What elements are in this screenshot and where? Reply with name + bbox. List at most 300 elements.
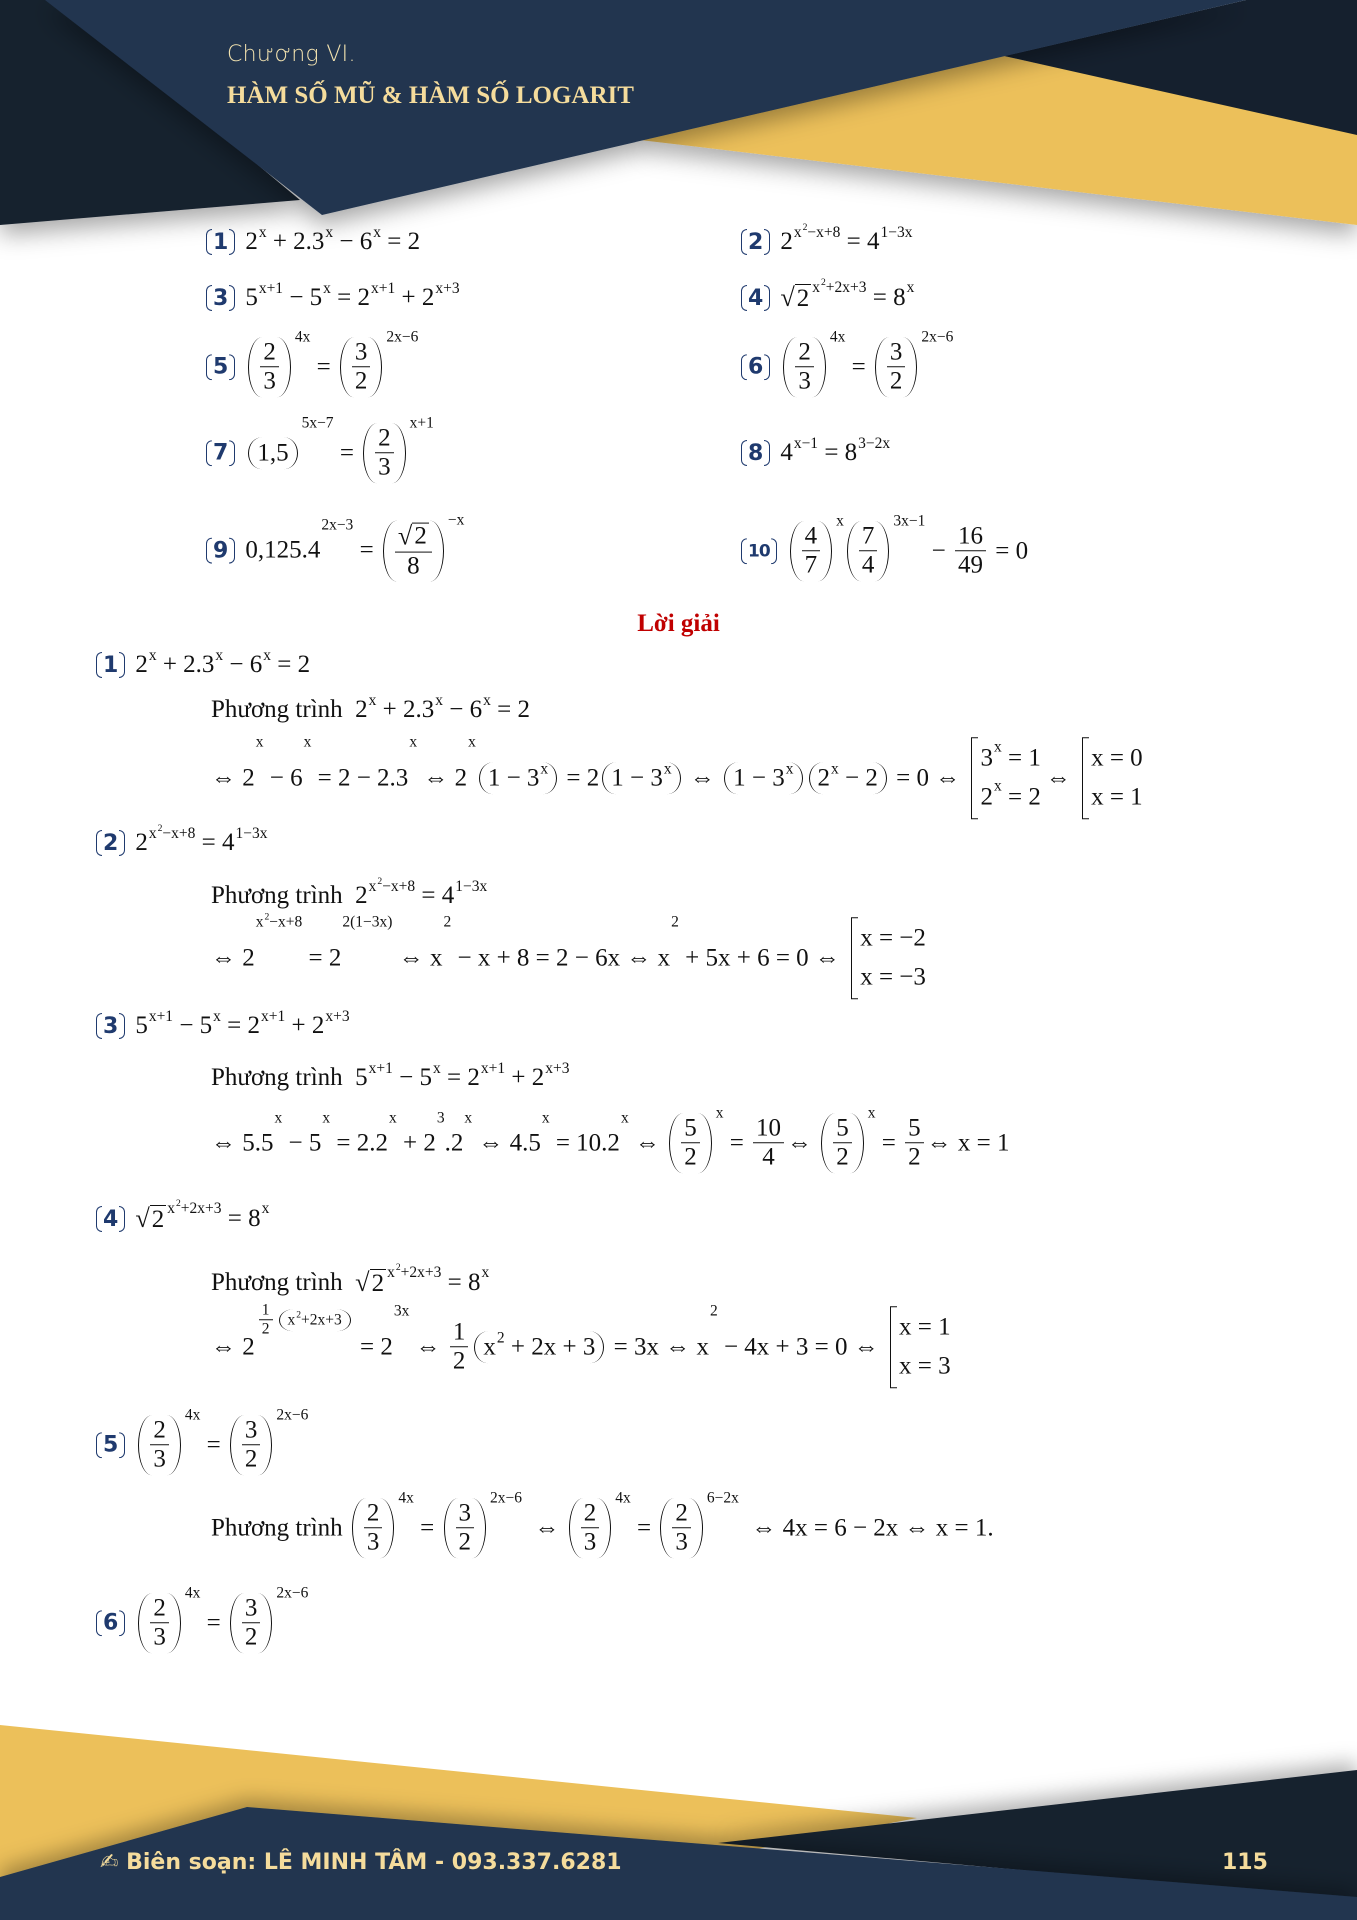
fraction <box>375 425 394 481</box>
math-expression <box>780 328 954 397</box>
paren-right <box>764 354 770 380</box>
math-text: 2 <box>296 1308 302 1320</box>
parenthesized-group <box>821 1113 864 1173</box>
math-text: + 2 <box>285 1012 325 1039</box>
math-text: = 3x ⇔ x <box>607 1333 709 1360</box>
problem-item <box>741 276 915 313</box>
parenthesized-group <box>847 521 890 581</box>
footer-decoration <box>0 1690 1357 1920</box>
superscript <box>369 692 377 710</box>
math-expression <box>245 280 460 312</box>
math-text: 2 <box>153 1416 166 1444</box>
math-text: x <box>435 692 443 710</box>
math-text: x = 1 <box>1091 783 1143 810</box>
math-text: 7 <box>804 551 818 579</box>
parenthesized-group <box>783 337 826 397</box>
math-text: 1 − 3 <box>487 764 540 791</box>
math-text: = 2 <box>330 284 371 311</box>
superscript <box>396 1262 401 1273</box>
superscript <box>481 1264 489 1282</box>
superscript <box>386 329 418 347</box>
math-text: +2x+3 <box>400 1264 442 1282</box>
math-text: x+1 <box>480 1060 506 1078</box>
math-text: 2 <box>151 1206 165 1233</box>
problem-item <box>206 224 421 256</box>
radicand <box>412 523 429 550</box>
superscript <box>542 1109 550 1127</box>
math-text: x <box>323 280 331 298</box>
problem-item <box>741 328 954 397</box>
superscript <box>275 1109 283 1127</box>
superscript <box>483 692 491 710</box>
fraction <box>259 1302 273 1338</box>
math-text: x+1 <box>368 1060 393 1078</box>
denominator <box>352 368 371 395</box>
numerator <box>581 1500 600 1528</box>
radicand <box>795 284 812 313</box>
solution-statement <box>96 1584 309 1653</box>
math-text: 5 <box>836 1114 849 1142</box>
superscript <box>185 1407 201 1425</box>
superscript <box>276 1585 308 1603</box>
denominator <box>955 552 986 579</box>
paren-left <box>206 285 212 311</box>
fraction <box>581 1500 600 1556</box>
superscript <box>256 733 264 751</box>
math-text: 2 <box>583 1499 597 1527</box>
number-text: 1 <box>213 229 229 255</box>
math-text: 4x <box>184 1406 201 1424</box>
superscript <box>261 1008 285 1026</box>
paren-left <box>96 830 102 856</box>
math-text: = 4 <box>195 829 235 856</box>
math-text: + 2 <box>505 1064 545 1091</box>
math-text: 2 <box>395 1261 401 1273</box>
math-text: 3 <box>458 1499 471 1527</box>
numerator <box>242 1417 261 1445</box>
math-text: 2 <box>709 1302 718 1320</box>
math-expression <box>211 875 488 910</box>
math-text: ⇔ 2 <box>211 1333 255 1360</box>
denominator <box>859 552 878 579</box>
math-expression <box>135 1584 309 1653</box>
fraction <box>681 1115 700 1171</box>
math-text: 1 − 3 <box>733 764 785 791</box>
math-text: − 5 <box>283 284 323 311</box>
superscript <box>671 913 679 931</box>
numerator <box>672 1500 691 1528</box>
parenthesized-group <box>340 337 383 397</box>
superscript <box>398 1490 414 1508</box>
math-text: x <box>387 1264 395 1282</box>
superscript <box>342 913 392 931</box>
math-text: Phương trình 2 <box>211 882 368 909</box>
number-text: 10 <box>748 541 770 561</box>
math-text: 3 <box>244 1416 258 1444</box>
superscript <box>880 224 912 242</box>
math-text: 2 <box>496 1329 505 1347</box>
solution-restatement <box>211 875 488 910</box>
fraction <box>456 1500 475 1556</box>
parenthesized-group <box>809 762 887 794</box>
problem-number <box>741 229 770 255</box>
math-text: 2 <box>802 221 808 233</box>
math-text: 1 <box>261 1301 270 1319</box>
denominator <box>905 1144 924 1171</box>
paren-left <box>741 538 747 564</box>
solution-statement <box>96 1008 350 1040</box>
math-text: − 6 <box>443 696 483 723</box>
superscript <box>716 1105 724 1123</box>
math-text: 2 <box>908 1143 921 1171</box>
superscript <box>148 822 196 843</box>
math-expression <box>245 328 419 397</box>
paren-right <box>229 354 235 380</box>
math-text: = 2.2 <box>330 1129 388 1156</box>
math-text: 4x <box>829 328 846 346</box>
fraction <box>955 523 986 579</box>
superscript <box>371 280 395 298</box>
math-text: = 8 <box>818 439 858 466</box>
superscript <box>304 733 312 751</box>
math-text: = 1 <box>1001 744 1041 772</box>
math-text: ⇔ 2 <box>417 764 468 791</box>
superscript <box>664 760 672 778</box>
paren-right <box>119 1013 125 1039</box>
math-text: x = 0 <box>1091 744 1143 772</box>
denominator <box>802 552 821 579</box>
paren-right <box>229 538 235 564</box>
math-text: 1 <box>452 1318 466 1346</box>
problem-number <box>741 440 770 466</box>
superscript <box>858 435 890 453</box>
math-text: 2 <box>798 338 811 366</box>
number-text: 3 <box>213 285 229 311</box>
math-text: = <box>845 353 872 380</box>
math-text: + 5x + 6 = 0 ⇔ <box>678 944 847 971</box>
solution-step <box>211 910 931 999</box>
math-text: 1,5 <box>257 439 289 466</box>
math-text: 1 − 3 <box>611 764 663 791</box>
math-text: x <box>785 760 794 778</box>
math-expression <box>211 1301 956 1388</box>
fraction <box>242 1595 261 1651</box>
square-root <box>355 1268 386 1298</box>
math-text: +2x+3 <box>825 279 867 297</box>
writing-hand-icon: ✍ <box>100 1850 119 1875</box>
superscript <box>302 415 334 433</box>
math-text: x = 3 <box>899 1352 951 1379</box>
math-text: 7 <box>861 522 875 550</box>
math-text: = 2 <box>271 651 311 678</box>
math-expression <box>780 435 891 467</box>
paren-left <box>206 229 212 255</box>
fraction <box>450 1319 469 1375</box>
math-text: = 8 <box>866 284 906 311</box>
math-text: x+1 <box>261 1008 286 1026</box>
paren-right <box>119 1610 125 1636</box>
numerator <box>395 523 432 553</box>
math-text: x <box>541 1109 550 1127</box>
solution-statement <box>96 822 268 857</box>
radical-sign: √ <box>355 1268 370 1297</box>
problem-number <box>741 354 770 380</box>
math-text: x = −2 <box>860 924 926 952</box>
math-text: 2 <box>820 276 826 288</box>
denominator <box>259 1321 273 1338</box>
math-expression <box>135 1008 350 1040</box>
fraction <box>859 523 878 579</box>
parenthesized-group <box>383 521 444 582</box>
chapter-title: HÀM SỐ MŨ & HÀM SỐ LOGARIT <box>227 82 634 109</box>
problem-number <box>96 652 125 678</box>
fraction <box>364 1500 383 1556</box>
math-text: +2x+3 <box>180 1200 222 1218</box>
superscript <box>433 1060 441 1078</box>
superscript <box>394 1302 410 1320</box>
math-text: 2 <box>153 1594 166 1622</box>
superscript <box>907 279 915 297</box>
solution-restatement <box>211 692 530 724</box>
math-text: x+1 <box>409 414 434 432</box>
bracket-row <box>860 919 926 958</box>
square-root <box>135 1204 166 1234</box>
numerator <box>150 1595 169 1623</box>
math-text: Phương trình 5 <box>211 1064 368 1091</box>
problem-item <box>206 280 460 312</box>
math-text: − 5 <box>173 1012 213 1039</box>
superscript <box>468 733 476 751</box>
math-text: 3 <box>366 1528 380 1556</box>
math-text: −x+8 <box>382 878 416 896</box>
superscript <box>455 878 487 896</box>
math-text: 3 <box>798 367 811 395</box>
math-text: 2x−6 <box>276 1406 309 1424</box>
superscript <box>262 1200 270 1218</box>
superscript <box>490 1490 522 1508</box>
math-text: x <box>258 224 267 242</box>
math-text: 2x−6 <box>921 328 954 346</box>
number-text: 7 <box>213 440 229 466</box>
number-text: 4 <box>103 1206 119 1232</box>
numerator <box>364 1500 383 1528</box>
math-text: 2 <box>377 875 383 887</box>
superscript <box>803 222 808 233</box>
math-text: x <box>993 777 1002 795</box>
numerator <box>859 523 878 551</box>
math-text: = 2 <box>353 1333 393 1360</box>
paren-right <box>229 285 235 311</box>
number-text: 8 <box>748 440 764 466</box>
math-text: x <box>373 224 382 242</box>
math-text: 2(1−3x) <box>342 913 393 931</box>
page-number: 115 <box>1222 1850 1268 1875</box>
fraction <box>242 1417 261 1473</box>
denominator <box>242 1446 261 1473</box>
parenthesized-group <box>248 337 291 397</box>
superscript <box>256 1302 354 1338</box>
superscript <box>265 911 270 922</box>
math-text: x <box>255 913 264 931</box>
math-text: = <box>200 1609 227 1636</box>
superscript <box>296 1309 301 1320</box>
superscript <box>176 1198 181 1209</box>
math-text: 2 <box>261 1320 270 1338</box>
math-text: 10 <box>756 1114 782 1142</box>
math-text: x <box>325 224 334 242</box>
math-text: −x <box>447 512 465 530</box>
math-expression <box>211 910 931 999</box>
math-text: x+3 <box>545 1060 570 1078</box>
math-text: 3x−1 <box>893 512 926 530</box>
numerator <box>681 1115 700 1143</box>
math-text: 2x−6 <box>276 1584 309 1602</box>
math-text: 3 <box>675 1528 688 1556</box>
fraction <box>260 339 279 395</box>
math-text: −x+8 <box>269 913 303 931</box>
math-text: −x+8 <box>162 825 196 843</box>
math-text: x <box>468 733 476 751</box>
math-expression <box>787 512 1029 581</box>
denominator <box>681 1144 700 1171</box>
parenthesized-group <box>352 1498 395 1558</box>
superscript <box>812 276 867 297</box>
superscript <box>481 1060 505 1078</box>
denominator <box>364 1529 383 1556</box>
math-text: 49 <box>958 551 984 579</box>
math-expression <box>211 1104 1010 1173</box>
superscript <box>276 1407 308 1425</box>
bracket-row <box>899 1308 951 1347</box>
number-text: 2 <box>103 830 119 856</box>
solution-restatement <box>211 1060 570 1092</box>
chapter-label: Chương VI. <box>227 42 356 67</box>
superscript <box>868 1105 876 1123</box>
bracket-row <box>899 1347 951 1386</box>
superscript <box>794 435 818 453</box>
superscript <box>435 280 459 298</box>
math-text: x+1 <box>148 1008 174 1026</box>
math-text: 16 <box>958 522 984 550</box>
superscript <box>321 517 353 535</box>
math-text: 3 <box>354 338 368 366</box>
parenthesized-group <box>790 521 833 581</box>
superscript <box>213 1008 221 1026</box>
paren-right <box>119 1432 125 1458</box>
math-text: x <box>481 1264 490 1282</box>
radicand <box>150 1205 167 1234</box>
paren-right <box>229 440 235 466</box>
math-text: = <box>333 439 361 466</box>
math-text: ⇔ <box>787 1129 819 1156</box>
math-text: x <box>483 692 491 710</box>
math-text: = 4 <box>415 882 455 909</box>
math-text: 2 <box>244 1623 258 1651</box>
math-text: x+1 <box>258 280 284 298</box>
math-text: x <box>368 692 377 710</box>
parenthesized-group <box>279 1309 351 1331</box>
superscript <box>821 277 826 288</box>
math-text: = 2 <box>490 696 530 723</box>
numerator <box>456 1500 475 1528</box>
math-text: − 2 <box>838 764 878 791</box>
math-text: 2 <box>245 228 258 255</box>
math-text: 2 <box>414 522 427 550</box>
math-text: x <box>663 760 672 778</box>
math-text: x <box>322 1109 331 1127</box>
problem-number <box>206 285 235 311</box>
problem-item <box>741 512 1029 581</box>
math-text: 4x <box>615 1489 631 1507</box>
parenthesized-group <box>875 337 918 397</box>
math-text: x <box>867 1104 876 1122</box>
math-expression <box>135 1197 270 1234</box>
fraction <box>753 1115 784 1171</box>
math-text: x−1 <box>793 435 819 453</box>
denominator <box>404 552 423 579</box>
math-text: 2 <box>371 1270 385 1297</box>
denominator <box>887 368 906 395</box>
math-text: 2 <box>817 764 830 791</box>
header-decoration <box>0 0 1357 260</box>
math-text: x <box>831 760 839 778</box>
number-text: 4 <box>748 285 764 311</box>
numerator <box>150 1417 169 1445</box>
superscript <box>836 513 844 531</box>
problem-number <box>96 830 125 856</box>
math-text: x <box>620 1109 629 1127</box>
math-text: ⇔ <box>409 1333 447 1360</box>
math-text: 4x <box>398 1489 414 1507</box>
math-text: 3 <box>153 1445 166 1473</box>
math-text: 1−3x <box>455 878 488 896</box>
problem-number <box>741 538 777 564</box>
numerator <box>352 339 371 367</box>
math-text: x = −3 <box>860 963 926 990</box>
math-text: x <box>368 878 377 896</box>
problem-number <box>206 354 235 380</box>
math-text: 3 <box>436 1109 445 1127</box>
numerator <box>887 339 906 367</box>
solution-set-bracket <box>851 917 926 999</box>
math-text: 2 <box>836 1143 849 1171</box>
math-text: 4 <box>762 1143 775 1171</box>
solution-set-bracket <box>971 737 1040 819</box>
superscript <box>409 733 417 751</box>
math-text: = 8 <box>441 1269 481 1296</box>
superscript <box>615 1490 631 1508</box>
denominator <box>581 1529 600 1556</box>
math-text: 3 <box>889 338 903 366</box>
math-text: 2 <box>354 367 368 395</box>
math-text: − x + 8 = 2 − 6x ⇔ x <box>451 944 671 971</box>
math-text: ⇔ x <box>392 944 443 971</box>
denominator <box>150 1446 169 1473</box>
paren-right <box>764 440 770 466</box>
math-text: x <box>148 647 157 665</box>
math-text: ⇔ 5.5 <box>211 1129 274 1156</box>
math-text: x <box>274 1109 283 1127</box>
problem-number <box>741 285 770 311</box>
superscript <box>443 913 451 931</box>
problem-number <box>96 1013 125 1039</box>
math-text: 3−2x <box>858 435 891 453</box>
parenthesized-group <box>138 1593 181 1653</box>
math-expression <box>135 647 311 679</box>
superscript <box>369 1060 393 1078</box>
math-text: 2 <box>452 1347 466 1375</box>
math-text: Phương trình <box>211 1514 349 1541</box>
